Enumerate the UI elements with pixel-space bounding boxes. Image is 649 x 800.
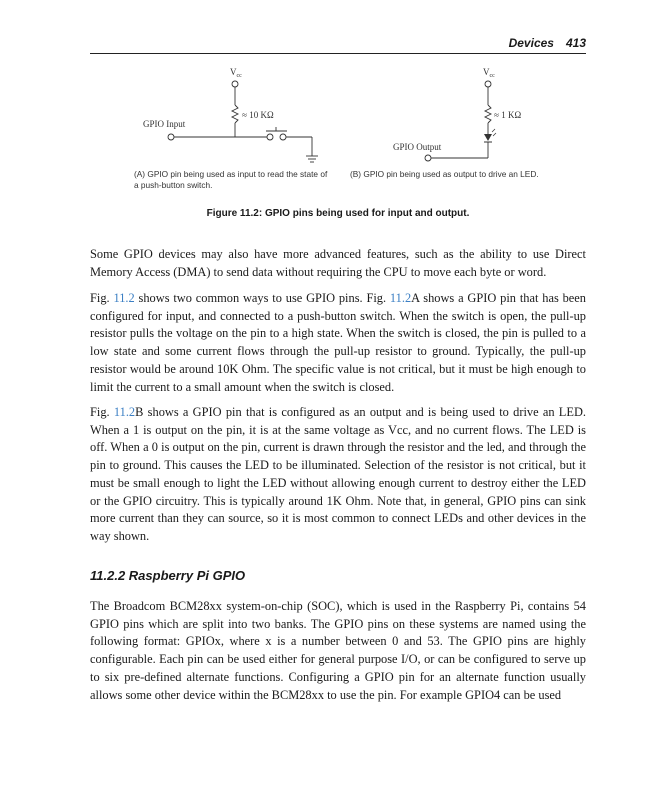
led-icon — [484, 129, 496, 142]
gpio-input-terminal — [168, 134, 174, 140]
paragraph-4: The Broadcom BCM28xx system-on-chip (SOC), which is used in the Raspberry Pi, contains 54 GPIO pins which are split into two banks. The GPIO pins on these systems are named using the following format: GPIOx, where x is a number between 0 and 53. The GPIO pins are highly configurable. Each pin can be used either for general purpose I/O, or can be configured to serve up to six pre-defined alternate functions. Configuring a GPIO pin for an alternate function usually allows some other device within the BCM28xx to use the pin. For example GPIO4 can be used — [90, 599, 586, 702]
p2-text-b: shows two common ways to use GPIO pins. Fig. — [134, 291, 390, 305]
figure-link[interactable]: 11.2 — [389, 291, 412, 305]
running-head: Devices — [508, 36, 554, 50]
figure-gpio-circuits — [90, 58, 586, 203]
resistor-1k-label: ≈ 1 KΩ — [494, 110, 522, 120]
vcc-label-left: $V_{cc}$ — [230, 67, 242, 79]
header-rule — [90, 53, 586, 54]
resistor-1k — [485, 105, 491, 123]
p3-text-b: B shows a GPIO pin that is configured as an output and is being used to drive an LED. When a 1 is output on the pin, it is at the same voltage as Vcc, and no current flows. The LED is off. When a 0 is output on the pin, current is drawn through the resistor and the led, and through the pin to ground. This causes the LED to be illuminated. Selection of the resistor is not critical, but it must be small enough to light the LED without allowing enough current to destroy either the LED or the GPIO circuitry. This is typically around 1K Ohm. Note that, in general, GPIO pins can sink more current than they can source, so it is most common to connect LEDs and other devices in the way shown. — [90, 405, 586, 543]
section-heading: 11.2.2 Raspberry Pi GPIO — [90, 568, 246, 583]
figure-caption: Figure 11.2: GPIO pins being used for input and output. — [206, 208, 470, 219]
paragraph-3 — [90, 404, 586, 546]
subcaption-b: (B) GPIO pin being used as output to drive an LED. — [350, 169, 539, 179]
gpio-input-label: GPIO Input — [143, 119, 186, 129]
paragraph-2 — [90, 290, 586, 396]
vcc-label-right: $V_{cc}$ — [483, 67, 495, 79]
p2-text-c: A shows a GPIO pin that has been configured for input, and connected to a push-button switch. When the switch is open, the pull-up resistor pulls the voltage on the pin to a high state. When the switch is closed, the pin is pulled to a low state and some current flows through the pull-up resistor to ground. Typically, the pull-up resistor would be around 10K Ohm. The specific value is not critical, but it must be high enough to limit the current to a small amount when the switch is closed. — [90, 291, 586, 394]
page-number: 413 — [565, 36, 586, 50]
figure-link[interactable]: 11.2 — [113, 405, 136, 419]
vcc-terminal-right — [485, 81, 491, 87]
page-header — [90, 36, 586, 50]
subcaption-a: (A) GPIO pin being used as input to read the state of a push-button switch. — [134, 169, 328, 190]
resistor-10k-label: ≈ 10 KΩ — [242, 110, 274, 120]
p3-text-a: Fig. — [90, 405, 114, 419]
p2-text-a: Fig. — [90, 291, 114, 305]
paragraph-1: Some GPIO devices may also have more advanced features, such as the ability to use Direct Memory Access (DMA) to send data without requiring the CPU to move each byte or word. — [90, 247, 586, 279]
gpio-output-terminal — [425, 155, 431, 161]
resistor-10k — [232, 105, 238, 123]
vcc-terminal-left — [232, 81, 238, 87]
figure-link[interactable]: 11.2 — [113, 291, 135, 305]
gpio-output-label: GPIO Output — [393, 142, 442, 152]
